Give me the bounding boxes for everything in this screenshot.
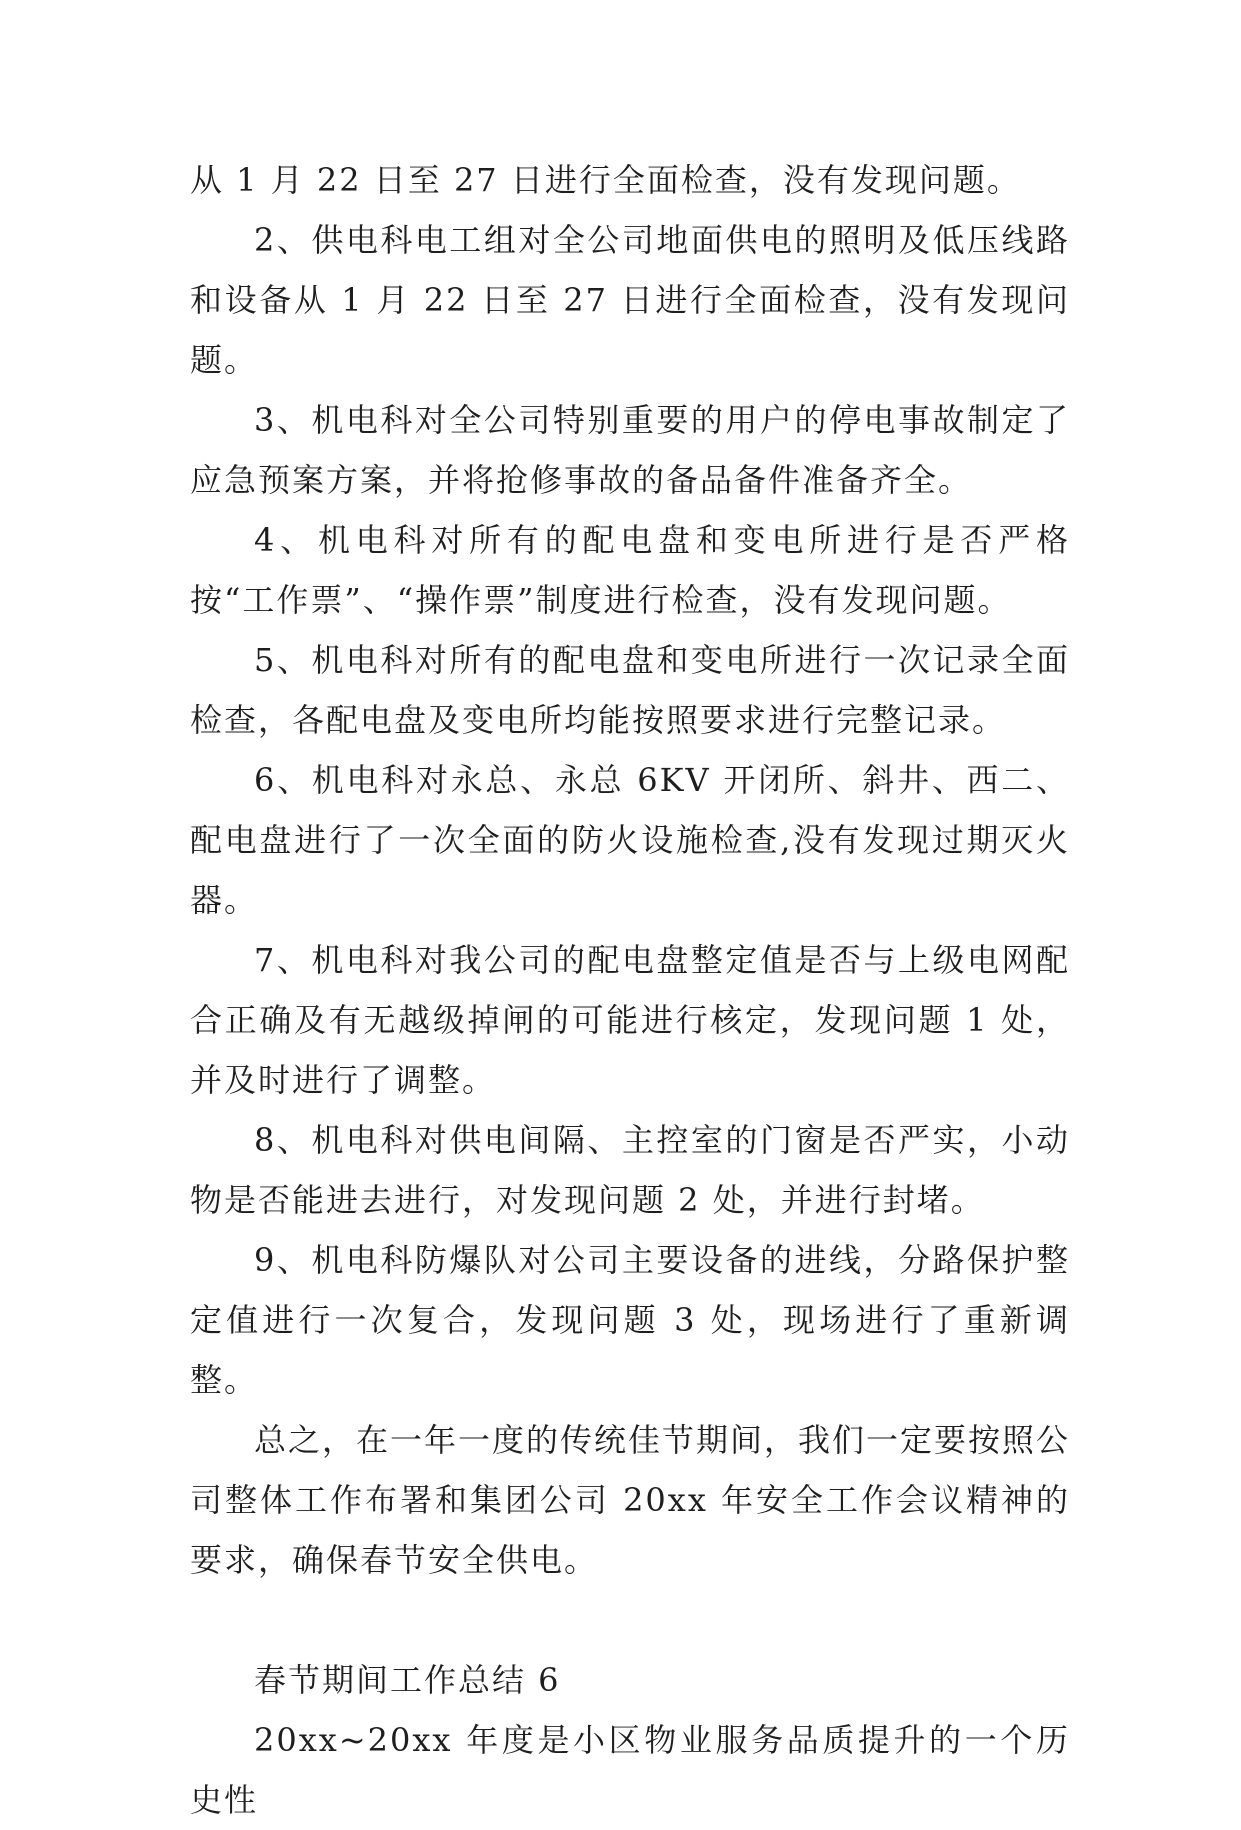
paragraph-6: 6、机电科对永总、永总 6KV 开闭所、斜井、西二、配电盘进行了一次全面的防火设施检查,没有发现过期灭火器。	[190, 761, 1070, 919]
paragraph-1: 从 1 月 22 日至 27 日进行全面检查，没有发现问题。	[190, 161, 1021, 199]
section-spacer	[190, 1590, 1070, 1650]
paragraph-8: 8、机电科对供电间隔、主控室的门窗是否严实，小动物是否能进去进行，对发现问题 2 处，并进行封堵。	[190, 1121, 1070, 1219]
paragraph-4: 4、机电科对所有的配电盘和变电所进行是否严格按“工作票”、“操作票”制度进行检查，没有发现问题。	[190, 521, 1070, 619]
paragraph-5: 5、机电科对所有的配电盘和变电所进行一次记录全面检查，各配电盘及变电所均能按照要求进行完整记录。	[190, 641, 1070, 739]
document-body	[190, 150, 1070, 1830]
section-first-paragraph: 20xx~20xx 年度是小区物业服务品质提升的一个历史性	[190, 1721, 1070, 1819]
section-title: 春节期间工作总结 6	[254, 1661, 561, 1699]
paragraph-9: 9、机电科防爆队对公司主要设备的进线，分路保护整定值进行一次复合，发现问题 3 处，现场进行了重新调整。	[190, 1241, 1070, 1399]
paragraph-7: 7、机电科对我公司的配电盘整定值是否与上级电网配合正确及有无越级掉闸的可能进行核定，发现问题 1 处，并及时进行了调整。	[190, 941, 1070, 1099]
paragraph-3: 3、机电科对全公司特别重要的用户的停电事故制定了应急预案方案，并将抢修事故的备品备件准备齐全。	[190, 401, 1070, 499]
paragraph-10: 总之，在一年一度的传统佳节期间，我们一定要按照公司整体工作布署和集团公司 20xx 年安全工作会议精神的要求，确保春节安全供电。	[190, 1421, 1071, 1579]
paragraph-2: 2、供电科电工组对全公司地面供电的照明及低压线路和设备从 1 月 22 日至 27 日进行全面检查，没有发现问题。	[190, 221, 1070, 379]
